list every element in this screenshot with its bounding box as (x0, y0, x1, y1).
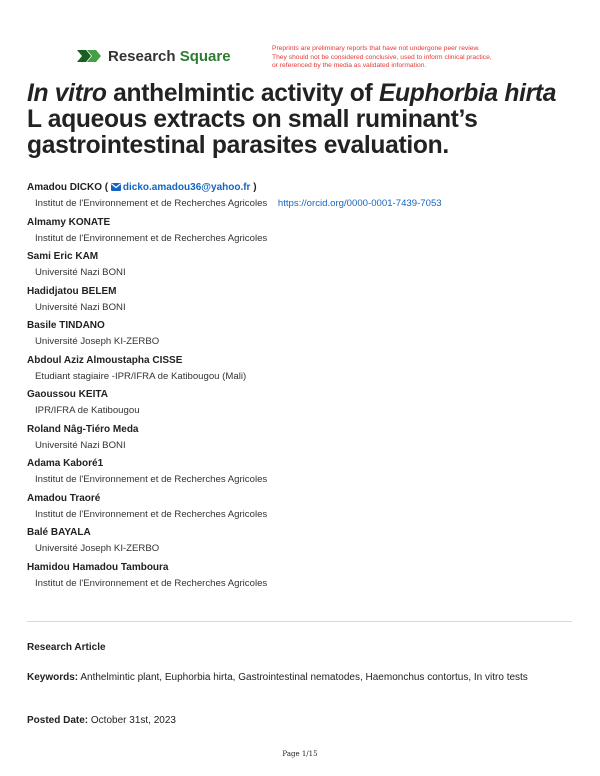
author-entry (27, 526, 577, 561)
author-name: Almamy KONATE (27, 216, 111, 228)
author-affiliation: Institut de l'Environnement et de Recherches Agricoles (35, 474, 268, 485)
author-affiliation: Université Nazi BONI (35, 301, 126, 313)
author-entry (27, 388, 577, 423)
notice-line: Preprints are preliminary reports that have not undergone peer review. (272, 45, 480, 52)
author-affiliation: IPR/IFRA de Katibougou (35, 405, 140, 416)
author-name: Gaoussou KEITA (27, 389, 108, 400)
author-entry (27, 285, 577, 320)
author-affiliation: Université Joseph KI-ZERBO (35, 336, 160, 347)
author-name: Sami Eric KAM (27, 251, 99, 262)
author-affiliation: Institut de l'Environnement et de Recherches Agricoles (35, 232, 268, 244)
research-square-logo-icon (76, 46, 102, 66)
posted-date-value: October 31st, 2023 (90, 715, 176, 726)
author-affiliation: Université Joseph KI-ZERBO (35, 543, 160, 554)
author-name: Adama Kaboré1 (27, 458, 104, 469)
author-name: Amadou Traoré (27, 492, 101, 504)
envelope-icon (111, 183, 121, 191)
keywords-text: Anthelmintic plant, Euphorbia hirta, Gastrointestinal nematodes, Haemonchus contortus, In vitro tests (80, 672, 528, 683)
preprint-notice (272, 45, 534, 71)
author-email-link[interactable] (111, 182, 251, 193)
author-affiliation: Université Nazi BONI (35, 439, 126, 451)
posted-date-label: Posted Date: (27, 715, 89, 726)
author-entry (27, 423, 577, 458)
author-list (27, 181, 577, 595)
author-name: Hamidou Hamadou Tamboura (27, 561, 169, 573)
author-name: Hadidjatou BELEM (27, 285, 117, 297)
author-name: Balé BAYALA (27, 527, 91, 538)
author-name-line: Amadou DICKO ( dicko.amadou36@yahoo.fr ) (27, 182, 257, 193)
research-square-logo[interactable] (76, 46, 231, 66)
notice-line: They should not be considered conclusive, used to inform clinical practice, (272, 53, 492, 61)
logo-word-research: Research (108, 47, 176, 65)
section-divider (27, 621, 572, 622)
author-entry (27, 250, 577, 285)
author-entry (27, 561, 577, 596)
page-number: Page 1/15 (282, 750, 318, 758)
keywords (27, 670, 567, 685)
title-text-part2: L aqueous extracts on small ruminant’s gastrointestinal parasites evaluation. (27, 106, 478, 159)
author-affiliation: Etudiant stagiaire -IPR/IFRA de Katibougou (Mali) (35, 370, 247, 382)
author-entry (27, 319, 577, 354)
article-title (27, 81, 572, 159)
author-entry (27, 181, 577, 216)
title-italic-in-vitro: In vitro (27, 80, 107, 107)
author-affiliation-line (35, 197, 577, 210)
author-affiliation: Université Nazi BONI (35, 267, 126, 278)
author-name: Basile TINDANO (27, 320, 105, 331)
article-type: Research Article (27, 642, 106, 653)
author-name: Abdoul Aziz Almoustapha CISSE (27, 354, 183, 366)
title-italic-species: Euphorbia hirta (378, 80, 557, 107)
title-text-part1: anthelmintic activity of (106, 80, 379, 107)
author-email: dicko.amadou36@yahoo.fr (122, 182, 251, 193)
logo-word-square: Square (179, 47, 231, 65)
author-name: Amadou DICKO (27, 182, 102, 193)
orcid-link[interactable]: https://orcid.org/0000-0001-7439-7053 (277, 198, 442, 209)
posted-date (27, 715, 176, 726)
author-name: Roland Nâg-Tiéro Meda (27, 423, 139, 435)
logo-text (108, 48, 231, 65)
author-affiliation: Institut de l'Environnement et de Recherches Agricoles (35, 508, 268, 520)
notice-line: or referenced by the media as validated information. (272, 62, 427, 69)
author-entry (27, 216, 577, 251)
keywords-label: Keywords: (27, 672, 79, 683)
author-entry (27, 354, 577, 389)
author-entry (27, 457, 577, 492)
author-entry (27, 492, 577, 527)
author-affiliation: Institut de l'Environnement et de Recherches Agricoles (35, 198, 268, 209)
author-affiliation: Institut de l'Environnement et de Recherches Agricoles (35, 577, 268, 589)
